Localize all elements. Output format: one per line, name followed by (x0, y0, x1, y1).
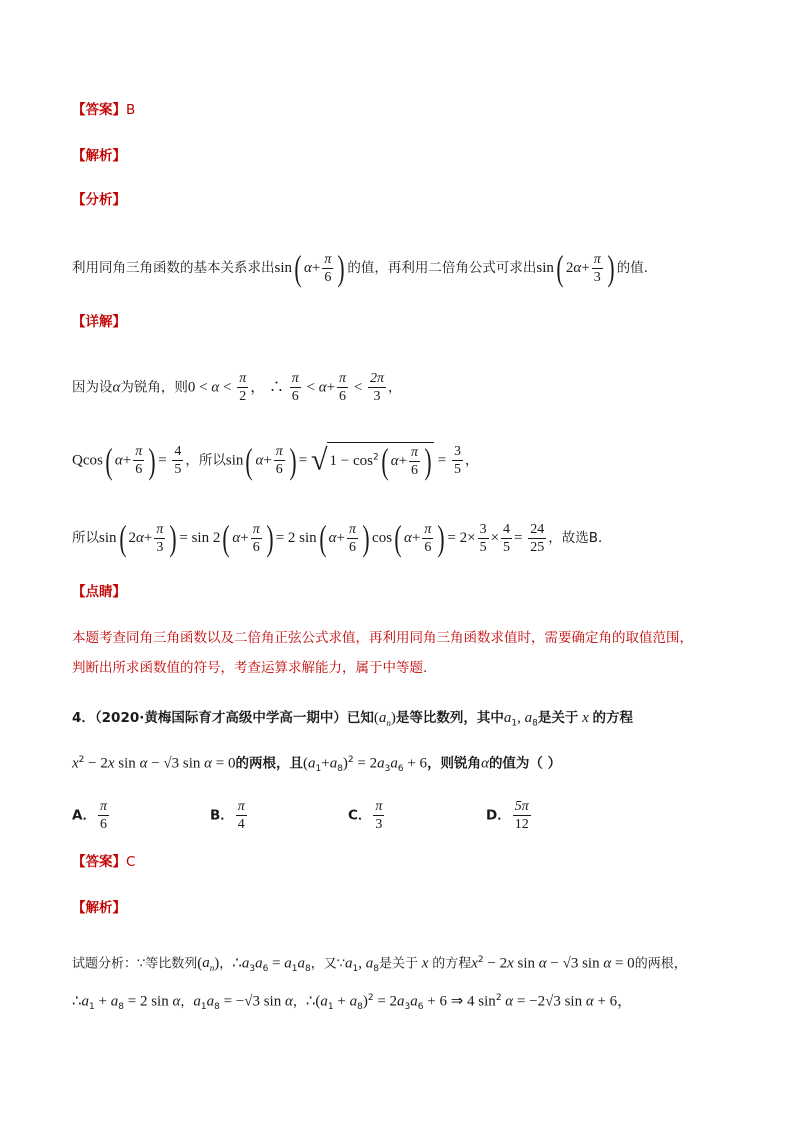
fraction: $\frac{\pi}{6}$ (99, 799, 107, 832)
options-row (72, 798, 722, 838)
text-segment: 为锐角，则 (120, 379, 188, 396)
option-a[interactable] (72, 798, 111, 833)
option-b[interactable] (210, 798, 249, 833)
solution-line-2: $\therefore a_1 + a_8 = 2$ sin α，$a_1a_8 = -√3$ sin α，$\therefore(a_1 + a_8)^2 = 2a_3a_6 + 6$ ⇒ 4 $\sin^2 \alpha = -2√3$ sin α + 6， (72, 993, 633, 1012)
dianjing-line-1: 本题考查同角三角函数以及二倍角正弦公式求值，再利用同角三角函数求值时，需要确定角的取值范围， (72, 630, 693, 646)
text-segment: 是关于 (379, 956, 419, 972)
fenxi-text: 利用同角三角函数的基本关系求出sin( α+ $\frac{\pi}{6}$ ) 的值，再利用二倍角公式可求出sin( 2α+ $\frac{\pi}{3}$ ) 的值. (72, 248, 649, 288)
text-segment: 的方程 (592, 710, 633, 726)
detail-line-2: Qcos( α+ $\frac{\pi}{6}$ ) = $\frac{4}{5}$ ，所以sin( α+ $\frac{\pi}{6}$ ) = √ $1 - \cos^2$( α+ $\frac{\pi}{6}$ ) = $\frac{3}{5}$ ， (72, 440, 479, 481)
option-label: A． (72, 807, 96, 824)
question-4-line-1: 4．（2020·黄梅国际育才高级中学高一期中）已知$(a_n)$是等比数列，其中$a_1$, $a_8$是关于 x 的方程 (72, 710, 633, 729)
text-segment: ，所以 (185, 452, 226, 469)
answer-label: 【答案】 (72, 854, 126, 870)
text-segment: 的两根，且 (235, 755, 303, 772)
dianjing-heading (72, 582, 126, 602)
text-segment: 利用同角三角函数的基本关系求出 (72, 260, 275, 276)
fraction: $\frac{5\pi}{12}$ (514, 799, 529, 832)
text-segment: 的两根， (634, 956, 687, 972)
text-segment: 的值，再利用二倍角公式可求出 (347, 260, 537, 276)
fraction: $\frac{\pi}{3}$ (375, 799, 383, 832)
option-label: B． (210, 807, 234, 824)
text-segment: ，则锐角 (427, 755, 482, 772)
question-source: （2020·黄梅国际育才高级中学高一期中） (94, 710, 347, 726)
text-segment: ， (388, 379, 402, 396)
detail-line-1: 因为设α为锐角，则0 < α < $\frac{\pi}{2}$ ， ∴ $\frac{\pi}{6}$ < α+ $\frac{\pi}{6}$ < $\frac{2\pi}{3}$ ， (72, 371, 402, 404)
fenxi-label: 【分析】 (72, 192, 126, 208)
answer-line-2 (72, 852, 135, 872)
text-segment: 所以 (72, 530, 99, 546)
question-4-line-2: $x^2 - 2x$ sin α − √3 sin α = 0的两根，且$(a_1+a_8)^2 = 2a_3a_6 + 6$，则锐角α的值为（ ） (72, 755, 562, 775)
text-segment: 试题分析：∵等比数列 (72, 956, 198, 972)
option-d[interactable] (486, 798, 533, 833)
analysis-heading (72, 146, 126, 166)
answer-label: 【答案】 (72, 102, 126, 118)
option-label: C． (348, 807, 372, 824)
detail-heading (72, 312, 126, 332)
text-segment: 的方程 (432, 956, 472, 972)
text-segment: 是等比数列，其中 (395, 710, 504, 726)
text-segment: ， (292, 994, 306, 1010)
option-c[interactable] (348, 798, 386, 833)
analysis-label: 【解析】 (72, 148, 126, 164)
fenxi-heading (72, 190, 126, 210)
fraction: $\frac{\pi}{6}$ (324, 251, 332, 285)
sqrt-expr: $1 - \cos^2$( α+ $\frac{\pi}{6}$ ) (327, 442, 434, 479)
text-segment: ， (219, 956, 233, 972)
answer-value: B (126, 102, 136, 118)
text-segment: ，又∵ (310, 956, 346, 972)
answer-value: C (126, 854, 136, 870)
detail-line-3: 所以sin( 2α+ $\frac{\pi}{3}$ ) = sin 2( α+ $\frac{\pi}{6}$ ) = 2 sin( α+ $\frac{\pi}{6}$ ) cos( α+ $\frac{\pi}{6}$ ) = 2× $\frac{3}{5}$ × $\frac{4}{5}$ = $\frac{24}{25}$ ，故选B． (72, 518, 612, 558)
text-segment: Q (72, 452, 83, 469)
fraction: $\frac{\pi}{3}$ (593, 251, 601, 285)
solution-line-1: 试题分析：∵等比数列$(a_n)$，$\therefore a_3a_6 = a_1a_8$，又$\because a_1$, $a_8$是关于 x 的方程$x^2 - 2x$ sin α − √3 sin α = 0的两根， (72, 955, 687, 974)
math-expr: α (112, 379, 121, 396)
paren: ( (294, 248, 302, 288)
math-expr: sin (536, 260, 554, 276)
question-number: 4． (72, 710, 95, 726)
text-segment: ， (465, 452, 479, 469)
option-label: D． (486, 807, 511, 824)
analysis-heading-2 (72, 898, 126, 918)
dianjing-label: 【点睛】 (72, 584, 126, 600)
text-segment: 因为设 (72, 379, 113, 396)
paren: ) (337, 248, 345, 288)
text-segment: 已知 (346, 710, 374, 726)
dianjing-line-2: 判断出所求函数值的符号，考查运算求解能力，属于中等题. (72, 660, 428, 676)
text-segment: 是关于 (537, 710, 579, 726)
text-segment: ，故选B． (548, 530, 612, 546)
answer-line (72, 100, 135, 120)
math-expr: α (304, 260, 312, 276)
text-segment: 的值为（ ） (488, 755, 562, 772)
fraction: $\frac{\pi}{2}$ (239, 371, 247, 404)
text-segment: 的值. (616, 260, 649, 276)
analysis-label: 【解析】 (72, 900, 126, 916)
detail-label: 【详解】 (72, 314, 126, 330)
text-segment: ， (180, 994, 194, 1010)
math-expr: sin (274, 260, 293, 276)
fraction: $\frac{\pi}{4}$ (237, 799, 245, 832)
